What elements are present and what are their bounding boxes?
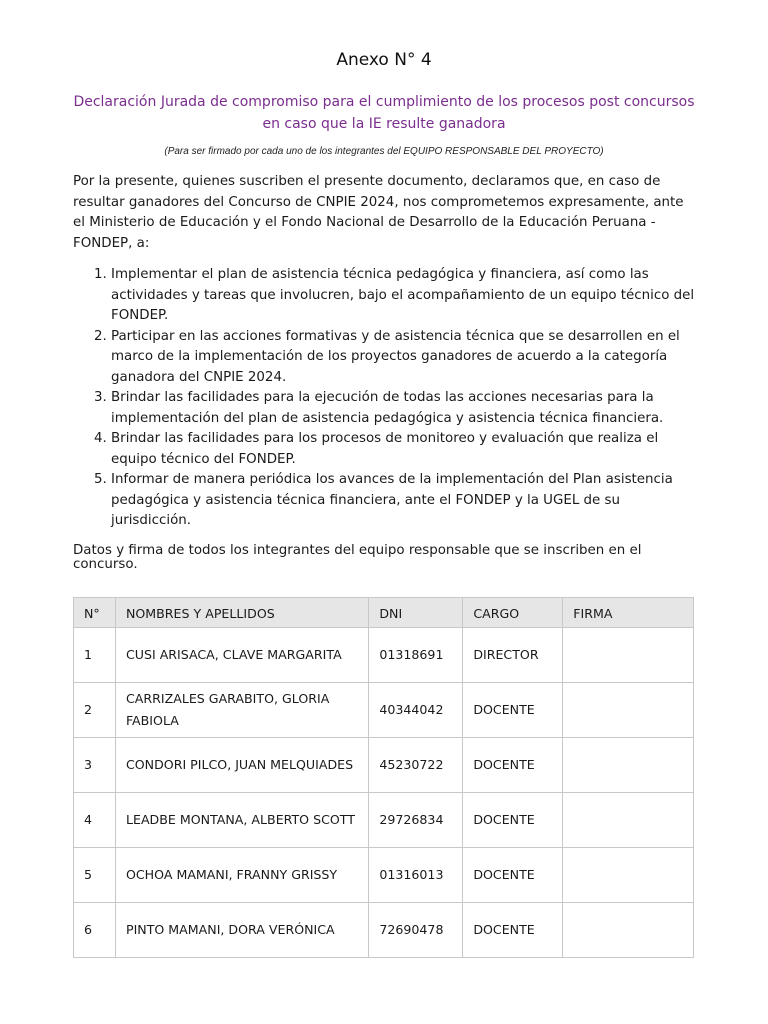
cell-cargo: DOCENTE: [463, 903, 563, 958]
cell-name: LEADBE MONTANA, ALBERTO SCOTT: [115, 793, 368, 848]
cell-dni: 45230722: [369, 738, 463, 793]
commitments-list: [73, 265, 695, 532]
cell-num: 5: [74, 848, 116, 903]
commitment-item: 4. Brindar las facilidades para los procesos de monitoreo y evaluación que realiza el equipo técnico del FONDEP.: [111, 429, 695, 470]
commitment-item: 2. Participar en las acciones formativas y de asistencia técnica que se desarrollen en el marco de la implementación de los proyectos ganadores de acuerdo a la categoría ganadora del CNPIE 2024.: [111, 327, 695, 389]
cell-firma: [563, 903, 694, 958]
cell-dni: 01316013: [369, 848, 463, 903]
intro-paragraph: Por la presente, quienes suscriben el presente documento, declaramos que, en caso de resultar ganadores del Concurso de CNPIE 2024, nos comprometemos expresamente, ante el Ministerio de Educación y el Fondo Nacional de Desarrollo de la Educación Peruana - FONDEP, a:: [73, 174, 684, 251]
cell-name: OCHOA MAMANI, FRANNY GRISSY: [115, 848, 368, 903]
header-cargo: CARGO: [463, 598, 563, 628]
cell-dni: 29726834: [369, 793, 463, 848]
cell-cargo: DOCENTE: [463, 738, 563, 793]
cell-dni: 40344042: [369, 683, 463, 738]
page-title: Anexo N° 4: [336, 50, 432, 70]
signature-note: (Para ser firmado por cada uno de los integrantes del EQUIPO RESPONSABLE DEL PROYECTO): [164, 146, 604, 157]
table-row: [74, 903, 694, 958]
table-row: [74, 848, 694, 903]
cell-name: PINTO MAMANI, DORA VERÓNICA: [115, 903, 368, 958]
cell-cargo: DOCENTE: [463, 848, 563, 903]
datos-paragraph: Datos y firma de todos los integrantes del equipo responsable que se inscriben en el concurso.: [73, 543, 642, 572]
header-name: NOMBRES Y APELLIDOS: [115, 598, 368, 628]
cell-num: 1: [74, 628, 116, 683]
cell-name: CUSI ARISACA, CLAVE MARGARITA: [115, 628, 368, 683]
cell-firma: [563, 683, 694, 738]
commitment-item: 1. Implementar el plan de asistencia técnica pedagógica y financiera, así como las actividades y tareas que involucren, bajo el acompañamiento de un equipo técnico del FONDEP.: [111, 265, 695, 327]
cell-name: CONDORI PILCO, JUAN MELQUIADES: [115, 738, 368, 793]
cell-cargo: DOCENTE: [463, 683, 563, 738]
table-header-row: [74, 598, 694, 628]
cell-num: 4: [74, 793, 116, 848]
table-row: [74, 683, 694, 738]
cell-firma: [563, 738, 694, 793]
header-dni: DNI: [369, 598, 463, 628]
declaration-subtitle: Declaración Jurada de compromiso para el cumplimiento de los procesos post concursos en caso que la IE resulte ganadora: [73, 94, 695, 132]
cell-firma: [563, 793, 694, 848]
commitment-item: 5. Informar de manera periódica los avances de la implementación del Plan asistencia pedagógica y asistencia técnica financiera, ante el FONDEP y la UGEL de su jurisdicción.: [111, 470, 695, 532]
cell-firma: [563, 848, 694, 903]
table-row: [74, 738, 694, 793]
cell-num: 3: [74, 738, 116, 793]
cell-dni: 72690478: [369, 903, 463, 958]
header-firma: FIRMA: [563, 598, 694, 628]
cell-firma: [563, 628, 694, 683]
header-num: N°: [74, 598, 116, 628]
table-row: [74, 628, 694, 683]
cell-cargo: DIRECTOR: [463, 628, 563, 683]
cell-cargo: DOCENTE: [463, 793, 563, 848]
commitment-item: 3. Brindar las facilidades para la ejecución de todas las acciones necesarias para la implementación del plan de asistencia pedagógica y asistencia técnica financiera.: [111, 388, 695, 429]
cell-dni: 01318691: [369, 628, 463, 683]
cell-num: 6: [74, 903, 116, 958]
table-row: [74, 793, 694, 848]
cell-num: 2: [74, 683, 116, 738]
team-members-table: [73, 597, 694, 958]
cell-name: CARRIZALES GARABITO, GLORIA FABIOLA: [115, 683, 368, 738]
